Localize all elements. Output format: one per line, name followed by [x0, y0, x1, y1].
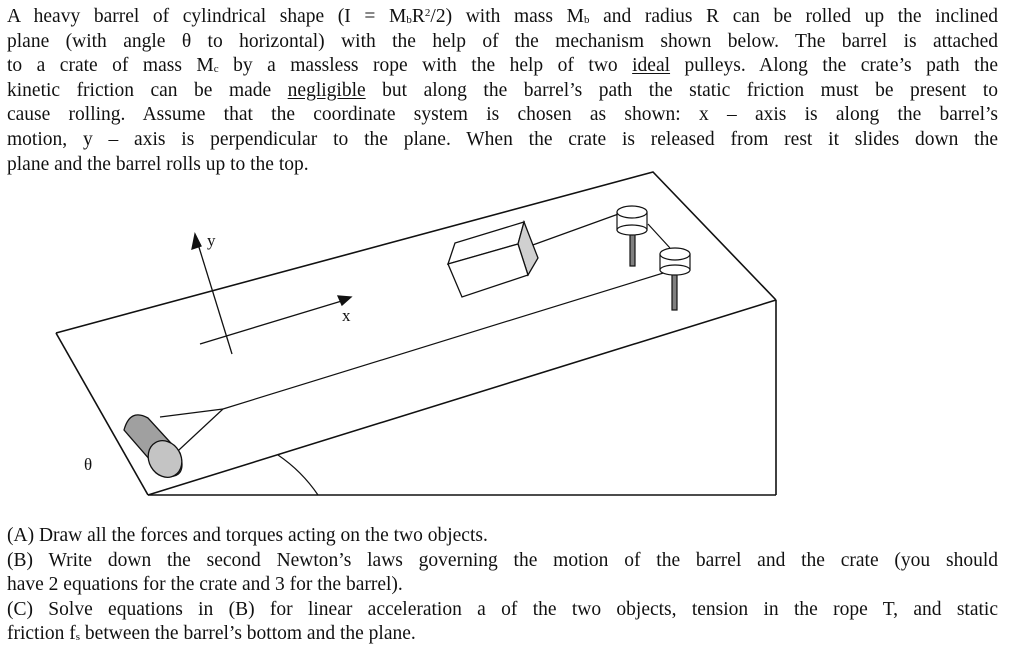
incline-front-edge [148, 300, 776, 495]
incline-left-edge [56, 333, 148, 495]
question-a: (A) Draw all the forces and torques acting on the two objects. [7, 525, 488, 546]
y-axis [198, 244, 232, 354]
question-c-line-1: (C) Solve equations in (B) for linear acceleration a of the two objects, tension in the rope T, and static [7, 598, 998, 620]
barrel [124, 415, 188, 484]
intro-line-4: kinetic friction can be made negligible but along the barrel’s path the static friction must be present to [7, 79, 998, 101]
intro-line-7: plane and the barrel rolls up to the top. [7, 153, 309, 175]
rope [160, 212, 686, 462]
y-axis-label: y [207, 231, 216, 250]
angle-arc [278, 455, 318, 495]
pulley-2 [660, 248, 690, 310]
coordinate-axes [192, 234, 351, 354]
intro-line-6: motion, y – axis is perpendicular to the plane. When the crate is released from rest it slides down the [7, 128, 998, 150]
question-b-line-2: have 2 equations for the crate and 3 for the barrel). [7, 574, 403, 596]
pulley-1 [617, 206, 647, 266]
intro-line-1: A heavy barrel of cylindrical shape $(I = M_bR^2/2)$ with mass $M_b$ and radius R can be rolled up the inclined [7, 6, 998, 27]
crate [448, 222, 538, 297]
x-axis-label: x [342, 306, 351, 325]
intro-line-5: cause rolling. Assume that the coordinate system is chosen as shown: x – axis is along the barrel’s [7, 104, 998, 126]
intro-line-2: plane (with angle θ to horizontal) with the help of the mechanism shown below. The barrel is attached [7, 30, 998, 52]
x-axis-arrowhead [338, 296, 351, 305]
question-c-line-2: friction $f_s$ between the barrel’s bottom and the plane. [7, 623, 416, 645]
questions [7, 524, 998, 647]
intro-line-3: to a crate of mass $M_c$ by a massless rope with the help of two ideal pulleys. Along the crate’s path the [7, 55, 998, 77]
y-axis-arrowhead [192, 234, 201, 249]
question-b-line-1: (B) Write down the second Newton’s laws governing the motion of the barrel and the crate (you should [7, 549, 998, 571]
angle-label: θ [84, 455, 93, 474]
